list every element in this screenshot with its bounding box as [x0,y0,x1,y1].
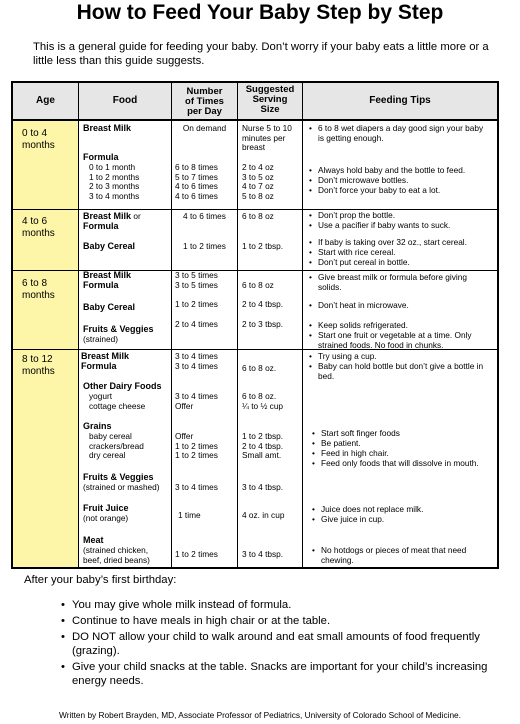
times-item: 4 to 6 times [175,181,218,192]
intro-text: This is a general guide for feeding your baby. Don’t worry if your baby eats a little more or a little less than this guide suggests. [33,41,489,67]
food-breast-milk: Breast Milk [83,211,132,221]
food-or: or [131,211,141,221]
after-item: • Give your child snacks at the table. Snacks are important for your child’s increasing energy needs. [72,660,492,688]
serving-cell: 2 to 4 tbsp. [242,299,284,309]
serving-item: 1 to 2 tbsp. [242,431,284,441]
header-serving-line: Serving [252,94,288,105]
serving-line: breast [242,142,266,153]
serving-line: minutes per [242,132,286,143]
times-cell: 4 to 6 times [183,211,226,221]
tip-line: solids. [318,281,342,292]
serving-item: 2 to 4 oz [242,162,274,172]
times-list [175,163,218,201]
food-sub: (strained) [83,334,119,344]
sub-item: (strained chicken, [83,545,149,555]
sub-item: crackers/bread [89,440,144,451]
footer-credit: Written by Robert Brayden, MD, Associate Professor of Pediatrics, University of Colorado School of Medicine. [59,710,461,720]
tip-line: chewing. [321,554,354,565]
tip-item [321,546,497,565]
food-breast-milk: Breast Milk [81,351,130,361]
col-divider [78,83,79,567]
serving-item: ¼ to ½ cup [242,400,284,411]
serving-cell: 6 to 8 oz [242,211,274,221]
tip-item: • Use a pacifier if baby wants to suck. [318,221,450,231]
serving-item: 5 to 8 oz [242,190,274,201]
header-tips: Feeding Tips [369,95,431,106]
tip-item: • Don’t force your baby to eat a lot. [318,186,440,196]
food-fruits-veggies: Fruits & Veggies [83,324,154,334]
tip-line: is getting enough. [318,132,384,143]
times-item: Offer [175,431,194,441]
serving-item: 3 to 5 oz [242,171,274,182]
serving-cell: 1 to 2 tbsp. [242,241,284,251]
tip-item: • Feed in high chair. [321,449,389,459]
tip-item [318,124,498,143]
food-fruit-juice: Fruit Juice [83,503,129,513]
header-serving-line: Suggested [245,84,295,95]
food-sub: (not orange) [83,513,129,523]
times-cell: 1 time [178,510,201,520]
tip-line: bed. [318,370,335,381]
tip-item: • Don’t prop the bottle. [318,211,395,221]
header-times-line: Number [186,86,223,97]
times-cell: 2 to 4 times [175,319,218,329]
tip-item [318,331,498,350]
serving-cell: 2 to 3 tbsp. [242,319,284,329]
tip-item: • Don’t put cereal in bottle. [318,258,410,268]
tip-item [318,273,498,292]
serving-item: 4 to 7 oz [242,181,274,192]
tip-item: • Be patient. [321,439,361,449]
times-cell: 3 to 4 times [175,482,218,492]
tip-item: • Juice does not replace milk. [321,505,423,515]
dairy-sub-list [89,392,145,411]
tip-item: • Try using a cup. [318,352,377,362]
feeding-table [11,81,499,569]
food-breast-milk: Breast Milk [83,270,132,280]
serving-cell [242,124,292,153]
food-breast-milk: Breast Milk [83,123,132,133]
times-cell: 3 to 4 times [175,361,218,371]
header-food: Food [112,95,138,106]
col-divider [302,83,303,567]
sub-item: cottage cheese [89,400,146,411]
serving-cell: 6 to 8 oz. [242,363,277,373]
formula-sub-list [89,163,139,201]
serving-list [242,392,283,411]
tip-item: • Always hold baby and the bottle to feed. [318,166,465,176]
tip-item: • Start soft finger foods [321,429,400,439]
header-times-line: per Day [187,106,222,117]
food-baby-cereal: Baby Cereal [83,302,136,312]
food-grains: Grains [83,421,112,431]
food-formula: Formula [81,361,117,371]
sub-item: 1 to 2 months [89,171,140,182]
serving-cell: 4 oz. in cup [242,510,285,520]
header-times [172,87,237,117]
serving-cell: 3 to 4 tbsp. [242,482,284,492]
header-serving [238,85,302,115]
after-item: • You may give whole milk instead of formula. [72,598,492,612]
sub-item: beef, dried beans) [83,554,150,565]
tip-line: strained foods. No food in chunks. [318,339,444,350]
after-item: • Continue to have meals in high chair or at the table. [72,614,492,628]
serving-item: 6 to 8 oz. [242,391,277,401]
grains-sub-list [89,432,144,461]
age-4-6: 4 to 6 months [22,216,55,239]
food-breast-milk-or-formula [83,212,141,231]
times-list [175,392,218,411]
serving-item: Small amt. [242,450,282,461]
tip-item [318,362,498,381]
times-cell: 3 to 4 times [175,351,218,361]
header-divider [13,119,497,121]
times-item: Offer [175,400,194,411]
times-item: 5 to 7 times [175,171,218,182]
tip-item: • Don’t microwave bottles. [318,176,408,186]
food-formula: Formula [83,220,119,231]
tip-item: • Give juice in cup. [321,515,384,525]
tip-line: • 6 to 8 wet diapers a day good sign your baby [318,123,484,133]
tip-item: • Start with rice cereal. [318,248,395,258]
header-serving-line: Size [260,104,280,115]
times-cell: 3 to 5 times [175,270,218,280]
food-formula: Formula [83,280,119,290]
tip-line: • Start one fruit or vegetable at a time. Only [318,330,472,340]
food-formula: Formula [83,152,119,162]
food-meat: Meat [83,535,104,545]
times-cell: 1 to 2 times [183,241,226,251]
sub-item: dry cereal [89,450,126,461]
food-baby-cereal: Baby Cereal [83,241,136,251]
times-item: 1 to 2 times [175,440,218,451]
serving-list [242,432,283,461]
sub-item: 0 to 1 month [89,162,136,172]
serving-cell: 3 to 4 tbsp. [242,549,284,559]
tip-line: • Give breast milk or formula before giving [318,272,467,282]
serving-cell: 6 to 8 oz [242,280,274,290]
tip-item: • Feed only foods that will dissolve in mouth. [321,459,479,469]
serving-line: Nurse 5 to 10 [242,123,292,133]
after-birthday-heading: After your baby’s first birthday: [24,574,177,586]
sub-item: 3 to 4 months [89,190,140,201]
age-0-4: 0 to 4 months [22,128,55,151]
after-item: • DO NOT allow your child to walk around and eat small amounts of food frequently (grazing). [72,630,492,658]
age-6-8: 6 to 8 months [22,278,55,301]
row-divider [13,209,497,210]
serving-item: 2 to 4 tbsp. [242,440,284,451]
sub-item: baby cereal [89,431,132,441]
tip-item: • Don’t heat in microwave. [318,301,409,311]
tip-item: • Keep solids refrigerated. [318,321,408,331]
tip-line: • No hotdogs or pieces of meat that need [321,545,467,555]
col-divider [171,83,172,567]
food-other-dairy: Other Dairy Foods [83,381,162,391]
times-cell: On demand [182,123,227,133]
times-cell: 1 to 2 times [175,299,218,309]
age-8-12: 8 to 12 months [22,354,55,377]
tip-item: • If baby is taking over 32 oz., start cereal. [318,238,467,248]
header-times-line: of Times [185,96,224,107]
times-list [175,432,218,461]
meat-sub-list [83,546,150,565]
times-cell: 1 to 2 times [175,549,218,559]
times-item: 6 to 8 times [175,162,218,172]
col-divider [237,83,238,567]
header-age: Age [36,95,55,106]
times-cell: 3 to 5 times [175,280,218,290]
tip-line: • Baby can hold bottle but don’t give a bottle in [318,361,484,371]
times-item: 1 to 2 times [175,450,218,461]
age-bg-3 [13,350,78,567]
times-item: 3 to 4 times [175,391,218,401]
food-fruits-veggies: Fruits & Veggies [83,472,154,482]
sub-item: yogurt [89,391,113,401]
times-item: 4 to 6 times [175,190,218,201]
sub-item: 2 to 3 months [89,181,140,192]
serving-list [242,163,274,201]
page-title: How to Feed Your Baby Step by Step [76,1,444,24]
food-sub: (strained or mashed) [83,482,160,492]
